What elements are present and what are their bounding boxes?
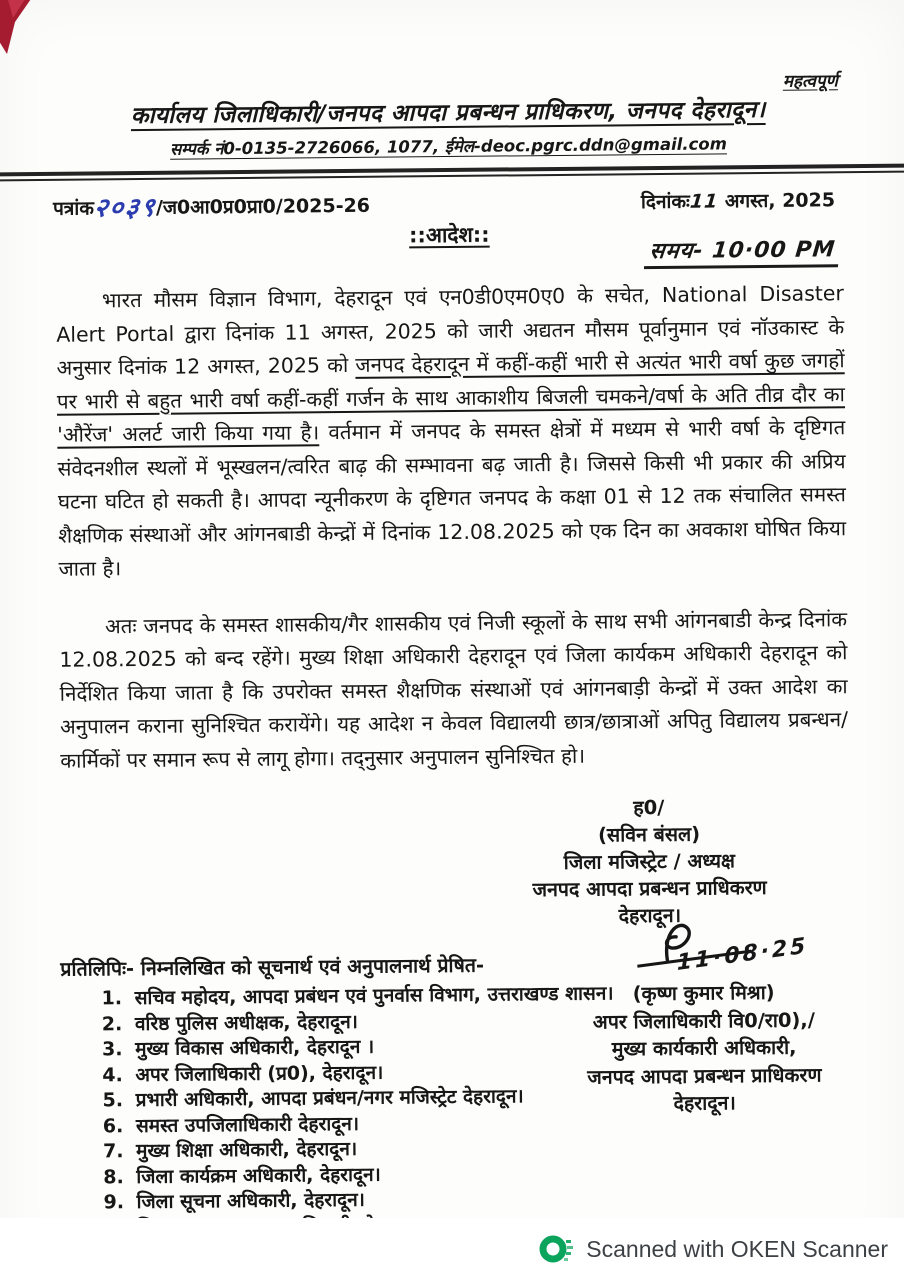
- district-magistrate-signature-block: [509, 793, 790, 931]
- recipient-item: 9. जिला सूचना अधिकारी, देहरादून।: [130, 1183, 854, 1215]
- signatory-place: देहरादून।: [618, 903, 682, 928]
- office-contact: सम्पर्क नं0-0135-2726066, 1077, ईमेल-deoc.pgrc.ddn@gmail.com: [169, 134, 728, 159]
- signatory-name: (सविन बंसल): [597, 822, 701, 847]
- ceo-place: देहरादून।: [673, 1091, 736, 1115]
- paragraph-1-tail: वर्तमान में जनपद के समस्त क्षेत्रों में मध्यम से भारी वर्षा के दृष्टिगत संवेदनशील स्थलों में भूस्खलन/त्वरित बाढ़ की सम्भावना बढ़ जाती है। जिससे किसी भी प्रकार की अप्रिय घटना घटित हो सकती है। आपदा न्यूनीकरण के दृष्टिगत जनपद के कक्षा 01 से 12 तक संचालित समस्त शैक्षणिक संस्थाओं और आंगनबाडी केन्द्रों में दिनांक 12.08.2025 को एक दिन का अवकाश घोषित किया जाता है।: [57, 415, 847, 581]
- order-time-handwritten: समय- 10·00 PM: [644, 233, 841, 269]
- ceo-org: जनपद आपदा प्रबन्धन प्राधिकरण: [587, 1062, 822, 1089]
- red-ink-corner-mark-icon: [0, 0, 41, 66]
- office-title: कार्यालय जिलाधिकारी/जनपद आपदा प्रबन्धन प्राधिकरण, जनपद देहरादून।: [130, 96, 766, 130]
- letter-number-suffix: /ज0आ0प्र0प्रा0/2025-26: [155, 194, 371, 219]
- signature-date-handwritten: 11·08·25: [676, 933, 809, 977]
- recipient-item: 7. मुख्य शिक्षा अधिकारी, देहरादून।: [130, 1132, 854, 1164]
- header-divider-rule: [0, 164, 904, 182]
- signatory-org: जनपद आपदा प्रबन्धन प्राधिकरण: [532, 875, 767, 902]
- recipient-item: 1. सचिव महोदय, आपदा प्रबंधन एवं पुनर्वास विभाग, उत्तराखण्ड शासन।: [129, 979, 853, 1011]
- recipient-item: 3. मुख्य विकास अधिकारी, देहरादून ।: [129, 1030, 853, 1062]
- signatory-title: जिला मजिस्ट्रेट / अध्यक्ष: [563, 849, 736, 874]
- scanner-footer: [0, 1218, 904, 1280]
- reference-row: [52, 186, 845, 224]
- recipient-item: 6. समस्त उपजिलाधिकारी देहरादून।: [130, 1107, 854, 1139]
- orange-alert-underlined-text: जनपद देहरादून में कहीं-कहीं भारी से अत्यंत भारी वर्षा कुछ जगहों पर भारी से बहुत भारी वर्षा कहीं-कहीं गर्जन के साथ आकाशीय बिजली चमकने/वर्षा के अति तीव्र दौर का 'औरेंज' अलर्ट जारी किया गया है।: [56, 348, 845, 447]
- copy-to-heading: प्रतिलिपिः- निम्नलिखित को सूचनार्थ एवं अनुपालनार्थ प्रेषित-: [60, 953, 485, 981]
- scanner-footer-text: Scanned with OKEN Scanner: [586, 1235, 888, 1262]
- order-heading-row: [53, 217, 845, 273]
- ceo-title-1: अपर जिलाधिकारी वि0/रा0),/: [592, 1008, 816, 1034]
- order-paragraph-1: [56, 277, 847, 586]
- recipient-item: 5. प्रभारी अधिकारी, आपदा प्रबंधन/नगर मजिस्ट्रेट देहरादून।: [130, 1081, 854, 1113]
- ceo-title-2: मुख्य कार्यकारी अधिकारी,: [611, 1035, 797, 1061]
- letter-date-day-handwritten: 11: [688, 190, 720, 213]
- letter-date-label: दिनांकः: [640, 190, 690, 214]
- signed-abbreviation: ह0/: [633, 795, 665, 820]
- letter-number-label: पत्रांक: [52, 197, 94, 220]
- ceo-name: (कृष्ण कुमार मिश्रा): [632, 980, 775, 1006]
- importance-label: महत्वपूर्ण: [782, 71, 838, 92]
- order-paragraph-2: अतः जनपद के समस्त शासकीय/गैर शासकीय एवं निजी स्कूलों के साथ सभी आंगनबाडी केन्द्र दिनांक 12.08.2025 को बन्द रहेंगे। मुख्य शिक्षा अधिकारी देहरादून एवं जिला कार्यकम अधिकारी देहरादून को निर्देशित किया जाता है कि उपरोक्त समस्त शैक्षणिक संस्थाओं एवं आंगनबाड़ी केन्द्रों में उक्त आदेश का अनुपालन कराना सुनिश्चित करायेंगे। यह आदेश न केवल विद्यालयी छात्र/छात्राओं अपितु विद्यालय प्रबन्धन/कार्मिकों पर समान रूप से लागू होगा। तद्नुसार अनुपालन सुनिश्चित हो।: [59, 606, 849, 773]
- letter-date: [641, 186, 845, 214]
- paragraph-1-lead: भारत मौसम विज्ञान विभाग, देहरादून एवं एन0डी0एम0ए0 के सचेत, National Disaster Alert Portal द्वारा दिनांक 11 अगस्त, 2025 को जारी अद्यतन मौसम पूर्वानुमान एवं नॉउकास्ट के अनुसार दिनांक 12 अगस्त, 2025 को: [56, 281, 845, 380]
- letter-number: [52, 191, 371, 224]
- ceo-signature-block: [528, 914, 880, 1119]
- order-heading: ::आदेश::: [408, 222, 490, 248]
- letter-date-rest: अगस्त, 2025: [718, 189, 836, 213]
- recipient-item: 8. जिला कार्यक्रम अधिकारी, देहरादून।: [130, 1158, 854, 1190]
- oken-scanner-logo-icon: [538, 1231, 574, 1267]
- recipient-item: 2. वरिष्ठ पुलिस अधीक्षक, देहरादून।: [129, 1005, 853, 1037]
- letter-number-handwritten: २०३९: [91, 192, 158, 224]
- recipient-item: 4. अपर जिलाधिकारी (प्र0), देहरादून।: [129, 1056, 853, 1088]
- handwritten-signature-area: [578, 914, 829, 980]
